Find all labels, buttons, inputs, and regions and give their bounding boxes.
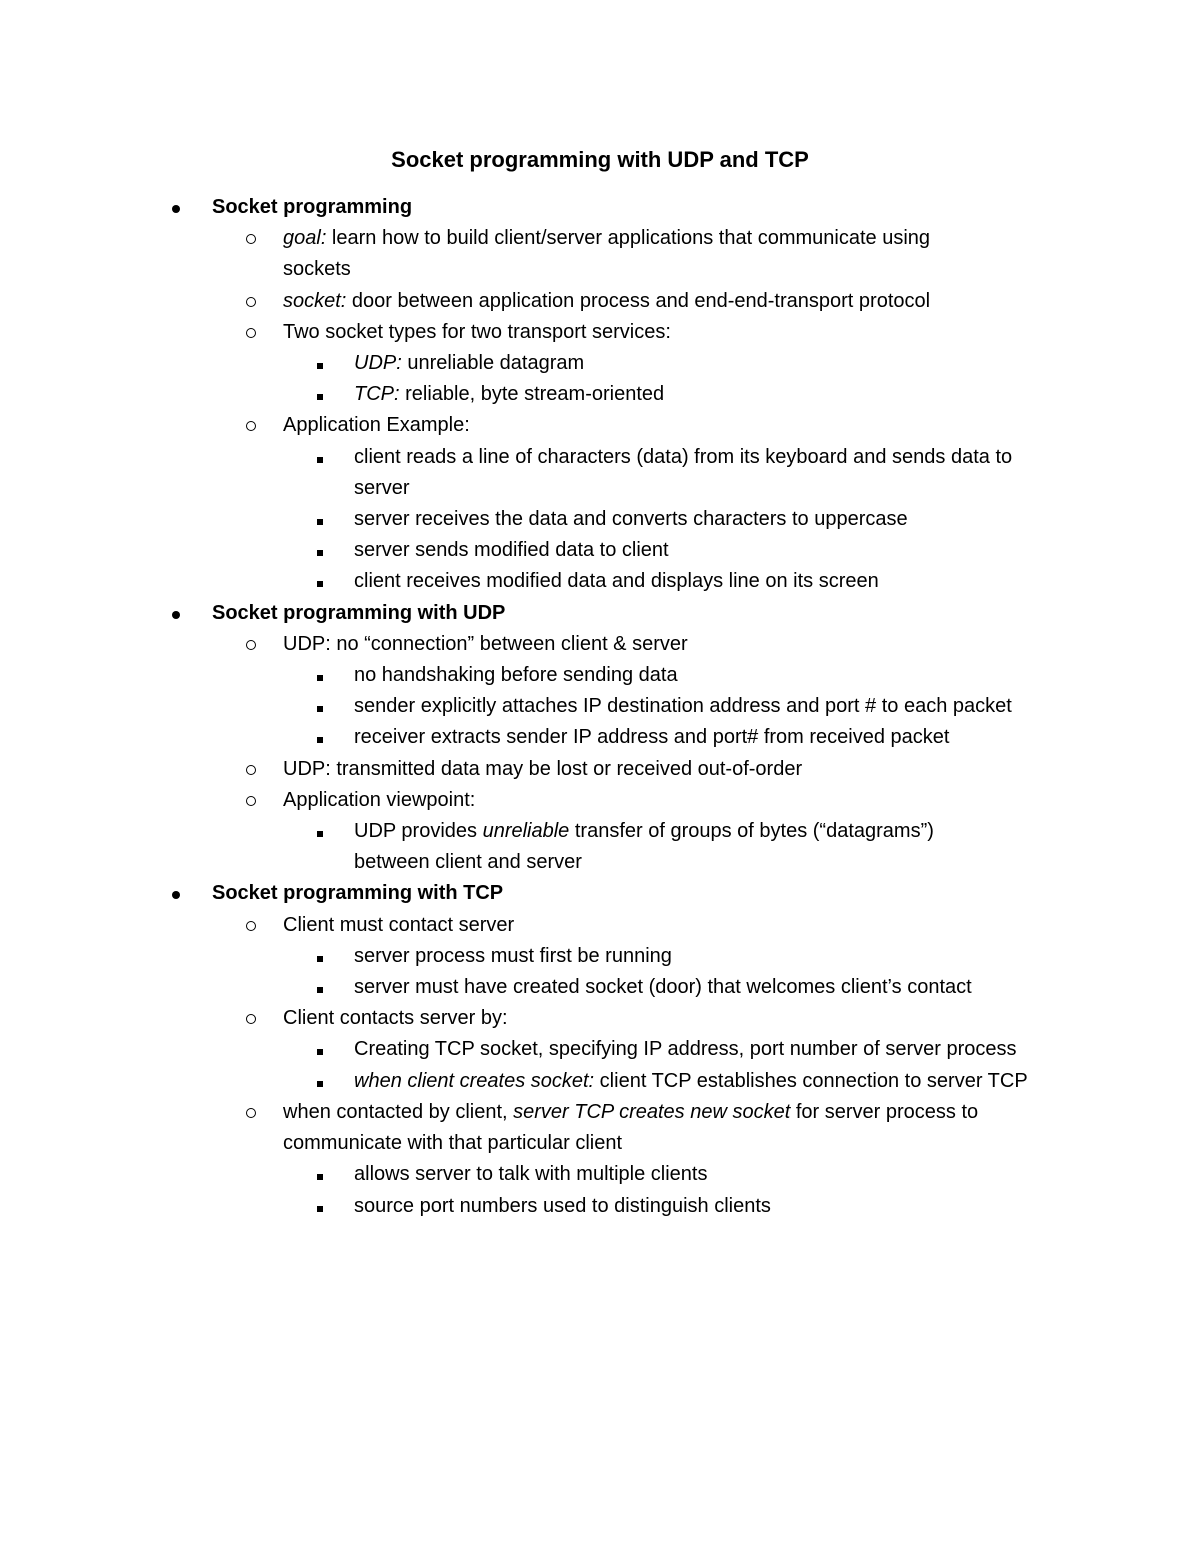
bullet-dot-icon (172, 192, 180, 223)
outline-list (0, 192, 1200, 1222)
bullet-square-icon (317, 816, 323, 847)
bullet-square-icon (317, 722, 323, 753)
bullet-square-icon (317, 941, 323, 972)
list-item: UDP: transmitted data may be lost or received out-of-order (0, 754, 1200, 785)
bullet-square-icon (317, 348, 323, 379)
list-subitem: sender explicitly attaches IP destination address and port # to each packet (0, 691, 1200, 722)
list-item: goal: learn how to build client/server applications that communicate using sockets (0, 223, 1200, 285)
bullet-circle-icon (246, 317, 256, 348)
list-subitem: no handshaking before sending data (0, 660, 1200, 691)
list-subitem: when client creates socket: client TCP establishes connection to server TCP (0, 1066, 1200, 1097)
list-subitem: server receives the data and converts characters to uppercase (0, 504, 1200, 535)
bullet-square-icon (317, 1034, 323, 1065)
bullet-square-icon (317, 535, 323, 566)
list-item: Two socket types for two transport services: (0, 317, 1200, 348)
section-heading: Socket programming (0, 192, 1200, 223)
bullet-circle-icon (246, 410, 256, 441)
list-item: Client contacts server by: (0, 1003, 1200, 1034)
list-subitem: receiver extracts sender IP address and port# from received packet (0, 722, 1200, 753)
bullet-circle-icon (246, 910, 256, 941)
bullet-circle-icon (246, 754, 256, 785)
bullet-square-icon (317, 504, 323, 535)
bullet-square-icon (317, 972, 323, 1003)
bullet-square-icon (317, 566, 323, 597)
bullet-circle-icon (246, 286, 256, 317)
list-subitem: client reads a line of characters (data) from its keyboard and sends data to server (0, 442, 1200, 504)
list-subitem: server must have created socket (door) that welcomes client’s contact (0, 972, 1200, 1003)
list-subitem: server process must first be running (0, 941, 1200, 972)
list-subitem: allows server to talk with multiple clients (0, 1159, 1200, 1190)
bullet-circle-icon (246, 629, 256, 660)
page-title: Socket programming with UDP and TCP (391, 147, 809, 172)
section-heading: Socket programming with UDP (0, 598, 1200, 629)
list-subitem: TCP: reliable, byte stream-oriented (0, 379, 1200, 410)
bullet-dot-icon (172, 878, 180, 909)
list-subitem: Creating TCP socket, specifying IP address, port number of server process (0, 1034, 1200, 1065)
list-subitem: server sends modified data to client (0, 535, 1200, 566)
bullet-circle-icon (246, 785, 256, 816)
list-subitem: source port numbers used to distinguish clients (0, 1191, 1200, 1222)
bullet-circle-icon (246, 223, 256, 254)
bullet-square-icon (317, 379, 323, 410)
bullet-circle-icon (246, 1003, 256, 1034)
bullet-square-icon (317, 691, 323, 722)
list-subitem: client receives modified data and displays line on its screen (0, 566, 1200, 597)
bullet-dot-icon (172, 598, 180, 629)
list-item: UDP: no “connection” between client & server (0, 629, 1200, 660)
list-item: socket: door between application process and end-end-transport protocol (0, 286, 1200, 317)
bullet-square-icon (317, 660, 323, 691)
bullet-square-icon (317, 1191, 323, 1222)
list-item: Application viewpoint: (0, 785, 1200, 816)
section-heading: Socket programming with TCP (0, 878, 1200, 909)
bullet-circle-icon (246, 1097, 256, 1128)
list-subitem: UDP: unreliable datagram (0, 348, 1200, 379)
list-item: when contacted by client, server TCP creates new socket for server process to communicate with that particular client (0, 1097, 1200, 1159)
list-item: Application Example: (0, 410, 1200, 441)
bullet-square-icon (317, 442, 323, 473)
bullet-square-icon (317, 1159, 323, 1190)
list-subitem: UDP provides unreliable transfer of groups of bytes (“datagrams”) between client and server (0, 816, 1200, 878)
bullet-square-icon (317, 1066, 323, 1097)
list-item: Client must contact server (0, 910, 1200, 941)
